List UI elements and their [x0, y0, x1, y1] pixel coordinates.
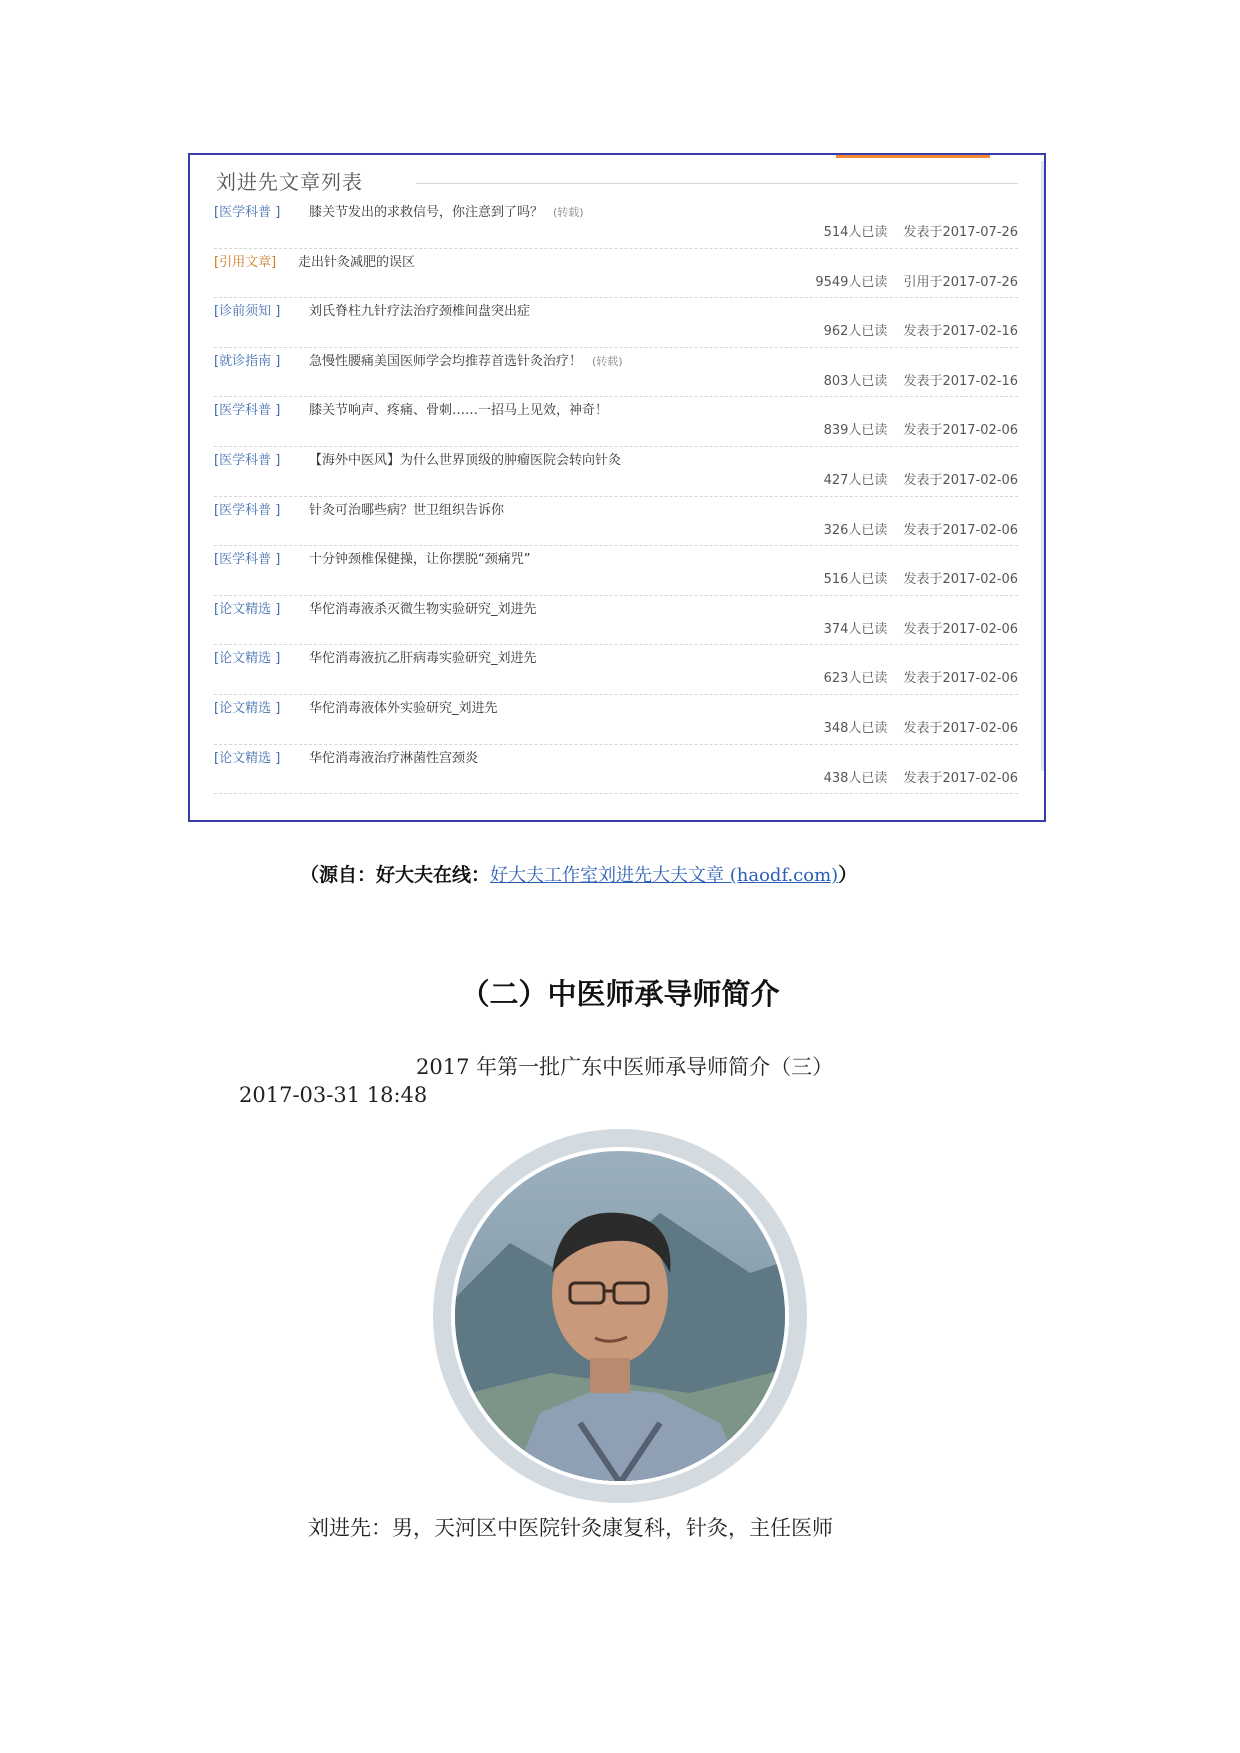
article-category-link[interactable]: [论文精选 ] — [214, 601, 281, 617]
read-count: 427人已读 — [823, 472, 888, 488]
article-title-link[interactable] — [309, 300, 530, 319]
publish-date: 发表于2017-02-06 — [903, 472, 1018, 488]
article-title-text[interactable]: 十分钟颈椎保健操，让你摆脱“颈痛咒” — [309, 552, 531, 568]
article-title-text[interactable]: 华佗消毒液体外实验研究_刘进先 — [309, 700, 498, 716]
article-title-text[interactable]: 华佗消毒液治疗淋菌性宫颈炎 — [309, 750, 479, 766]
article-meta — [824, 370, 1018, 389]
source-link[interactable]: 好大夫工作室刘进先大夫文章 (haodf.com) — [490, 865, 839, 886]
publish-date: 发表于2017-02-06 — [903, 671, 1018, 687]
publish-date: 发表于2017-07-26 — [903, 225, 1018, 240]
article-category-link[interactable]: [就诊指南 ] — [214, 353, 281, 369]
article-title-link[interactable] — [309, 647, 537, 666]
article-meta — [815, 271, 1018, 290]
article-title-text[interactable]: 【海外中医风】为什么世界顶级的肿瘤医院会转向针灸 — [309, 452, 622, 468]
article-title-link[interactable] — [309, 449, 621, 468]
article-row[interactable] — [214, 298, 1018, 348]
article-title-text[interactable]: 走出针灸减肥的误区 — [298, 254, 416, 270]
article-list-screenshot — [188, 153, 1046, 822]
article-datetime: 2017-03-31 18:48 — [239, 1083, 428, 1107]
article-category-link[interactable]: [医学科普 ] — [214, 502, 281, 518]
article-title-text[interactable]: 刘氏脊柱九针疗法治疗颈椎间盘突出症 — [309, 304, 531, 320]
read-count: 438人已读 — [823, 770, 888, 786]
read-count: 9549人已读 — [815, 274, 888, 290]
section-title: （二）中医师承导师简介 — [460, 977, 780, 1011]
article-meta — [824, 221, 1018, 240]
article-title-link[interactable] — [309, 399, 608, 418]
source-citation — [300, 860, 857, 887]
article-row[interactable] — [214, 447, 1018, 497]
article-row[interactable] — [214, 497, 1018, 547]
article-title-link[interactable] — [309, 598, 537, 617]
article-row[interactable] — [214, 596, 1018, 646]
article-row[interactable] — [214, 695, 1018, 745]
read-count: 962人已读 — [823, 324, 888, 340]
article-category-link[interactable]: [医学科普 ] — [214, 403, 281, 419]
article-meta — [824, 469, 1018, 488]
publish-date: 发表于2017-02-06 — [903, 770, 1018, 786]
article-row[interactable] — [214, 546, 1018, 596]
publish-date: 发表于2017-02-06 — [903, 423, 1018, 439]
article-meta — [824, 667, 1018, 686]
read-count: 623人已读 — [823, 671, 888, 687]
article-category-link[interactable]: [论文精选 ] — [214, 651, 281, 667]
article-category-link[interactable]: [论文精选 ] — [214, 700, 281, 716]
read-count: 374人已读 — [823, 621, 888, 637]
article-row[interactable] — [214, 199, 1018, 249]
article-title-text[interactable]: 华佗消毒液抗乙肝病毒实验研究_刘进先 — [309, 651, 537, 667]
article-title-link[interactable] — [309, 499, 504, 518]
publish-date: 发表于2017-02-16 — [903, 324, 1018, 340]
article-row[interactable] — [214, 645, 1018, 695]
article-list-title: 刘进先文章列表 — [216, 170, 363, 194]
article-category-link[interactable]: [医学科普 ] — [214, 205, 281, 220]
publish-date: 发表于2017-02-06 — [903, 720, 1018, 736]
article-row[interactable] — [214, 249, 1018, 299]
article-category-link[interactable]: [引用文章] — [214, 254, 277, 270]
source-suffix: ） — [838, 864, 858, 886]
article-category-link[interactable]: [医学科普 ] — [214, 452, 281, 468]
article-category-link[interactable]: [论文精选 ] — [214, 750, 281, 766]
article-title-text[interactable]: 膝关节响声、疼痛、骨刺……一招马上见效，神奇！ — [309, 403, 609, 419]
source-prefix: （源自：好大夫在线： — [300, 864, 491, 886]
article-title-link[interactable] — [309, 747, 478, 766]
read-count: 348人已读 — [823, 720, 888, 736]
article-meta — [824, 419, 1018, 438]
article-title-link[interactable] — [298, 251, 415, 270]
article-meta — [824, 767, 1018, 786]
article-category-link[interactable]: [医学科普 ] — [214, 552, 281, 568]
read-count: 326人已读 — [823, 522, 888, 538]
article-title-link[interactable] — [309, 548, 530, 567]
read-count: 803人已读 — [823, 373, 888, 389]
mentor-bio: 刘进先：男，天河区中医院针灸康复科，针灸，主任医师 — [308, 1516, 833, 1540]
read-count: 516人已读 — [823, 572, 888, 588]
read-count: 839人已读 — [823, 423, 888, 439]
active-tab-indicator — [836, 155, 990, 158]
article-title-text[interactable]: 膝关节发出的求救信号，你注意到了吗？ — [309, 205, 544, 220]
article-meta — [824, 320, 1018, 339]
article-category-link[interactable]: [诊前须知 ] — [214, 304, 281, 320]
title-divider — [416, 183, 1018, 184]
publish-date: 发表于2017-02-06 — [903, 621, 1018, 637]
publish-date: 引用于2017-07-26 — [903, 274, 1018, 290]
article-row[interactable] — [214, 397, 1018, 447]
article-title-text[interactable]: 针灸可治哪些病？世卫组织告诉你 — [309, 502, 505, 518]
article-title-link[interactable] — [309, 350, 623, 369]
article-row[interactable] — [214, 348, 1018, 398]
scrollbar[interactable] — [1041, 161, 1044, 771]
publish-date: 发表于2017-02-06 — [903, 522, 1018, 538]
publish-date: 发表于2017-02-16 — [903, 373, 1018, 389]
article-title: 2017 年第一批广东中医师承导师简介（三） — [416, 1055, 834, 1079]
article-meta — [824, 568, 1018, 587]
article-meta — [824, 717, 1018, 736]
article-row[interactable] — [214, 745, 1018, 795]
portrait-photo — [430, 1123, 810, 1510]
article-title-link[interactable] — [309, 201, 584, 220]
read-count: 514人已读 — [823, 225, 888, 240]
repost-tag: (转载) — [553, 206, 584, 219]
article-list — [214, 199, 1018, 794]
article-title-text[interactable]: 华佗消毒液杀灭微生物实验研究_刘进先 — [309, 601, 537, 617]
publish-date: 发表于2017-02-06 — [903, 572, 1018, 588]
article-title-text[interactable]: 急慢性腰痛美国医师学会均推荐首选针灸治疗！ — [309, 353, 583, 369]
article-meta — [824, 519, 1018, 538]
article-title-link[interactable] — [309, 697, 498, 716]
repost-tag: (转载) — [592, 354, 623, 368]
article-meta — [824, 618, 1018, 637]
